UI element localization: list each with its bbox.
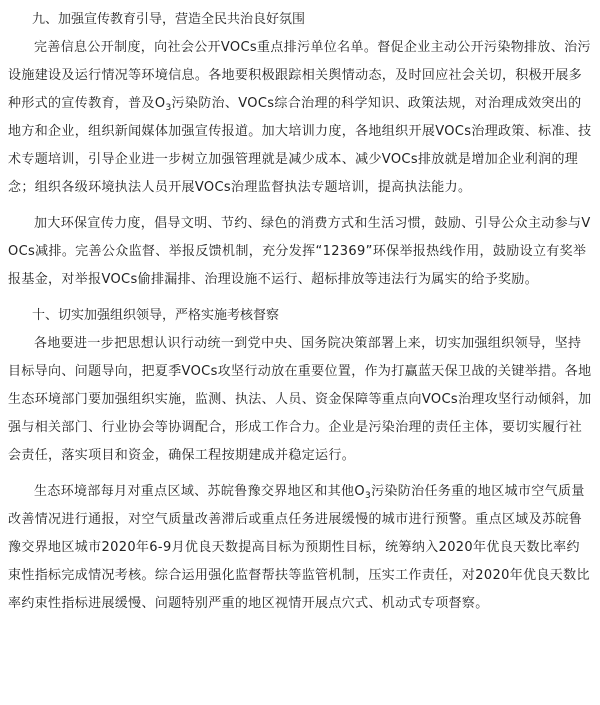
text-run: 污染防治任务重的地区城市空气质量改善情况进行通报，对空气质量改善滞后或重点任务进展缓慢的城市进行预警。重点区域及苏皖鲁豫交界地区城市2020年6-9月优良天数提高目标为预期性目标，统筹纳入2020年优良天数比率约束性指标完成情况考核。综合运用强化监督帮扶等监管机制，压实工作责任，对2020年优良天数比率约束性指标进展缓慢、问题特别严重的地区视情开展点穴式、机动式专项督察。 [8, 484, 590, 611]
section-10-heading: 十、切实加强组织领导，严格实施考核督察 [32, 308, 280, 323]
text-run: 污染防治、VOCs综合治理的科学知识、政策法规，对治理成效突出的地方和企业，组织新闻媒体加强宣传报道。加大培训力度，各地组织开展VOCs治理政策、标准、技术专题培训，引导企业进一步树立加强管理就是减少成本、减少VOCs排放就是增加企业利润的理念；组织各级环境执法人员开展VOCs治理监督执法专题培训，提高执法能力。 [8, 96, 592, 195]
subscript: 3 [165, 103, 172, 113]
subscript: 3 [364, 491, 372, 501]
section-9-heading: 九、加强宣传教育引导，营造全民共治良好氛围 [32, 12, 306, 27]
section-9-paragraph-2: 加大环保宣传力度，倡导文明、节约、绿色的消费方式和生活习惯，鼓励、引导公众主动参与VOCs减排。完善公众监督、举报反馈机制，充分发挥“12369”环保举报热线作用，鼓励设立有奖举报基金，对举报VOCs偷排漏排、治理设施不运行、超标排放等违法行为属实的给予奖励。 [8, 216, 591, 287]
section-10-paragraph-2 [8, 478, 592, 618]
section-10-paragraph-1: 各地要进一步把思想认识行动统一到党中央、国务院决策部署上来，切实加强组织领导，坚持目标导向、问题导向，把夏季VOCs攻坚行动放在重要位置，作为打赢蓝天保卫战的关键举措。各地生态环境部门要加强组织实施，监测、执法、人员、资金保障等重点向VOCs治理攻坚行动倾斜，加强与相关部门、行业协会等协调配合，形成工作合力。企业是污染治理的责任主体，要切实履行社会责任，落实项目和资金，确保工程按期建成并稳定运行。 [8, 336, 592, 463]
text-run: 完善信息公开制度，向社会公开VOCs重点排污单位名单。督促企业主动公开污染物排放、治污设施建设及运行情况等环境信息。各地要积极跟踪相关舆情动态，及时回应社会关切，积极开展多种形式的宣传教育，普及O [8, 40, 591, 111]
text-run: 生态环境部每月对重点区域、苏皖鲁豫交界地区和其他O [34, 484, 365, 499]
section-9-paragraph-1 [8, 34, 592, 202]
